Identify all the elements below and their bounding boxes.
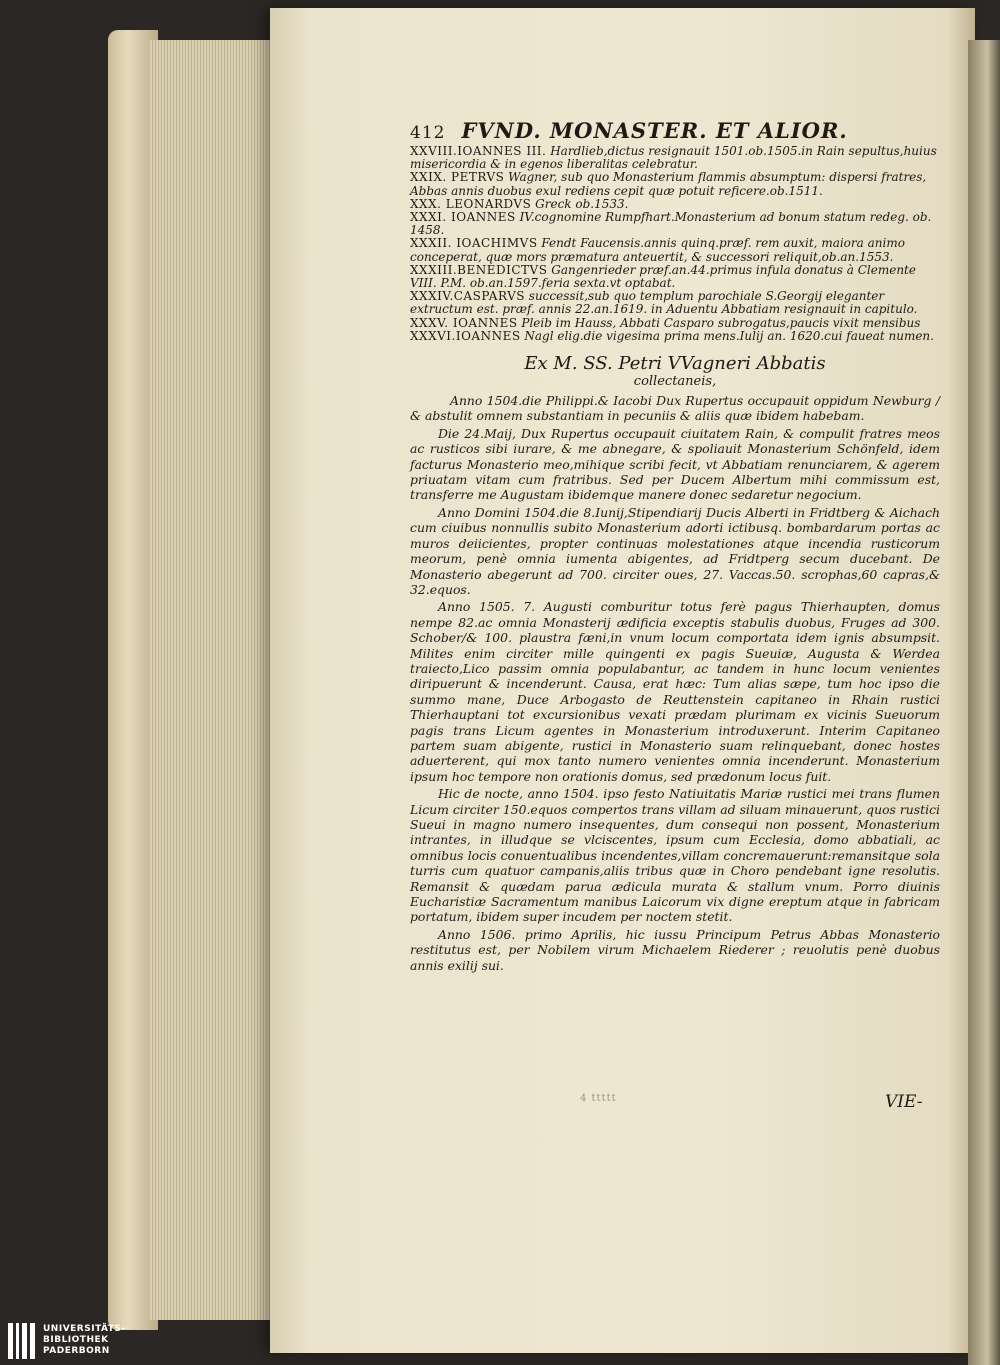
paragraph: Hic de nocte, anno 1504. ipso festo Natiuitatis Mariæ rustici mei trans flumen Licum circiter 150.equos compertos trans villam ad siluam minauerunt, quos rustici Sueui in magno numero insequentes, dum consequi non possent, Monasterium intrantes, in illudque se vlciscentes, ipsum cum Ecclesia, domo abbatiali, ac omnibus locis conuentualibus incendentes,villam concremauerunt:remansitque sola turris cum quatuor campanis,aliis tribus quæ in Choro pendebant igne resolutis. Remansit & quædam parua ædicula murata & stallum vnum. Porro diuinis Eucharistiæ Sacramentum manibus Laicorum vix digne ereptum atque in fabricam portatum, ibidem super incudem per noctem stetit. (410, 786, 940, 925)
paragraph: Anno 1504.die Philippi.& Iacobi Dux Rupertus occupauit oppidum Newburg / & abstulit omnem substantiam in pecuniis & aliis quæ ibidem habebam. (410, 393, 940, 424)
abbot-text: Fendt Faucensis.annis quinq.præf. rem auxit, maiora animo conceperat, quæ mors præmatura anteuertit, & successori reliquit,ob.an.1553. (410, 236, 905, 264)
abbot-name: XXXIV.CASPARVS (410, 289, 525, 304)
library-name-line: UNIVERSITÄTS- (43, 1324, 126, 1334)
abbot-name: XXXV. IOANNES (410, 315, 518, 330)
library-logo (0, 1316, 150, 1365)
paragraph: Anno Domini 1504.die 8.Iunij,Stipendiarij Ducis Alberti in Fridtberg & Aichach cum ciuibus nonnullis subito Monasterium adorti ictibusq. bombardarum portas ac muros deiicientes, propter continuas molestationes atque incendia rusticorum meorum, penè omnia iumenta abigentes, ad Fridtperg secum ducebant. De Monasterio abegerunt ad 700. circiter oues, 27. Vaccas.50. scrophas,60 capras,& 32.equos. (410, 504, 940, 597)
abbot-text: Greck ob.1533. (535, 196, 629, 211)
abbot-name: XXVIII.IOANNES III. (410, 144, 547, 158)
library-name (43, 1324, 126, 1357)
abbot-list (410, 145, 940, 343)
facing-page-edge (968, 40, 1000, 1365)
library-logo-icon (8, 1323, 35, 1359)
page-content (410, 118, 940, 975)
abbot-entry (410, 171, 940, 197)
abbot-entry (410, 290, 940, 316)
section-title: Ex M. SS. Petri VVagneri Abbatis (524, 353, 826, 375)
bleed-through-text: 4 ttttt (580, 1093, 617, 1104)
abbot-entry (410, 145, 940, 171)
library-name-line: PADERBORN (43, 1346, 110, 1356)
abbot-text: Gangenrieder præf.an.44.primus infula donatus à Clemente VIII. P.M. ob.an.1597.feria sexta.vt optabat. (410, 262, 916, 291)
paragraph: Die 24.Maij, Dux Rupertus occupauit ciuitatem Rain, & compulit fratres meos ac rusticos sibi iurare, & me abnegare, & spoliauit Monasterium Schönfeld, idem facturus Monasterio meo,mihique scribi fecit, vt Abbatiam renunciarem, & agerem priuatam vitam cum fratribus. Sed per Ducem Albertum mihi commissum est, transferre me Augustam ibidemque manere donec sedaretur negocium. (410, 425, 940, 503)
abbot-text: Nagl elig.die vigesima prima mens.Iulij an. 1620.cui faueat numen. (524, 328, 934, 343)
abbot-entry (410, 211, 940, 237)
page-header (410, 118, 940, 143)
abbot-text: Hardlieb,dictus resignauit 1501.ob.1505.in Rain sepultus,huius misericordia & in egenos liberalitas celebratur. (410, 144, 937, 172)
abbot-name: XXXI. IOANNES (410, 210, 516, 225)
paragraph: Anno 1506. primo Aprilis, hic iussu Principum Petrus Abbas Monasterio restitutus est, per Nobilem virum Michaelem Riederer ; reuolutis penè duobus annis exilij sui. (410, 926, 940, 973)
running-head: FVND. MONASTER. ET ALIOR. (461, 118, 848, 143)
abbot-text: Pleib im Hauss, Abbati Casparo subrogatus,paucis vixit mensibus (521, 315, 921, 330)
abbot-entry (410, 264, 940, 290)
abbot-name: XXIX. PETRVS (410, 170, 505, 185)
abbot-entry (410, 330, 940, 343)
section-subtitle: collectaneis, (633, 374, 717, 390)
abbot-name: XXXVI.IOANNES (410, 328, 521, 343)
catchword: VIE- (885, 1092, 923, 1112)
abbot-name: XXXIII.BENEDICTVS (410, 262, 548, 277)
page-number: 412 (410, 123, 446, 143)
abbot-name: XXX. LEONARDVS (410, 196, 532, 211)
library-name-line: BIBLIOTHEK (43, 1335, 109, 1345)
abbot-entry (410, 237, 940, 263)
abbot-name: XXXII. IOACHIMVS (410, 236, 538, 251)
abbot-text: Wagner, sub quo Monasterium flammis absumptum: dispersi fratres, Abbas annis duobus exul rediens cepit quæ potuit reficere.ob.1511. (410, 170, 927, 198)
abbot-text: IV.cognomine Rumpfhart.Monasterium ad bonum statum redeg. ob. 1458. (410, 210, 932, 238)
abbot-text: successit,sub quo templum parochiale S.Georgij eleganter extructum est. præf. annis 22.an.1619. in Aduentu Abbatiam resignauit in capitulo. (410, 289, 918, 317)
paragraph: Anno 1505. 7. Augusti comburitur totus ferè pagus Thierhaupten, domus nempe 82.ac omnia Monasterij ædificia exceptis stabulis duobus, Fruges ad 300. Schober/& 100. plaustra fæni,in vnum locum comportata idem ignis absumpsit. Milites enim circiter mille quingenti ex pagis Sueuiæ, Augusta & Werdea traiecto,Lico passim omnia populabantur, ac tandem in hunc locum venientes diripuerunt & incenderunt. Causa, erat hæc: Tum alias sæpe, tum hoc ipso die summo mane, Duce Arbogasto de Reuttenstein capitaneo in Rhain rustici Thierhauptani tot excursionibus vexati prædam plurimam ex vicinis Sueuorum pagis trans Licum agentes in Monasterium introduxerunt. Interim Capitaneo partem suam abigente, rustici in Monasterio suam relinquebant, donec hostes aduerterent, qui mox tanto numero venientes omnia incenderunt. Monasterium ipsum hoc tempore non orationis domus, sed prædonum locus fuit. (410, 599, 940, 784)
chronicle-text (410, 393, 940, 973)
